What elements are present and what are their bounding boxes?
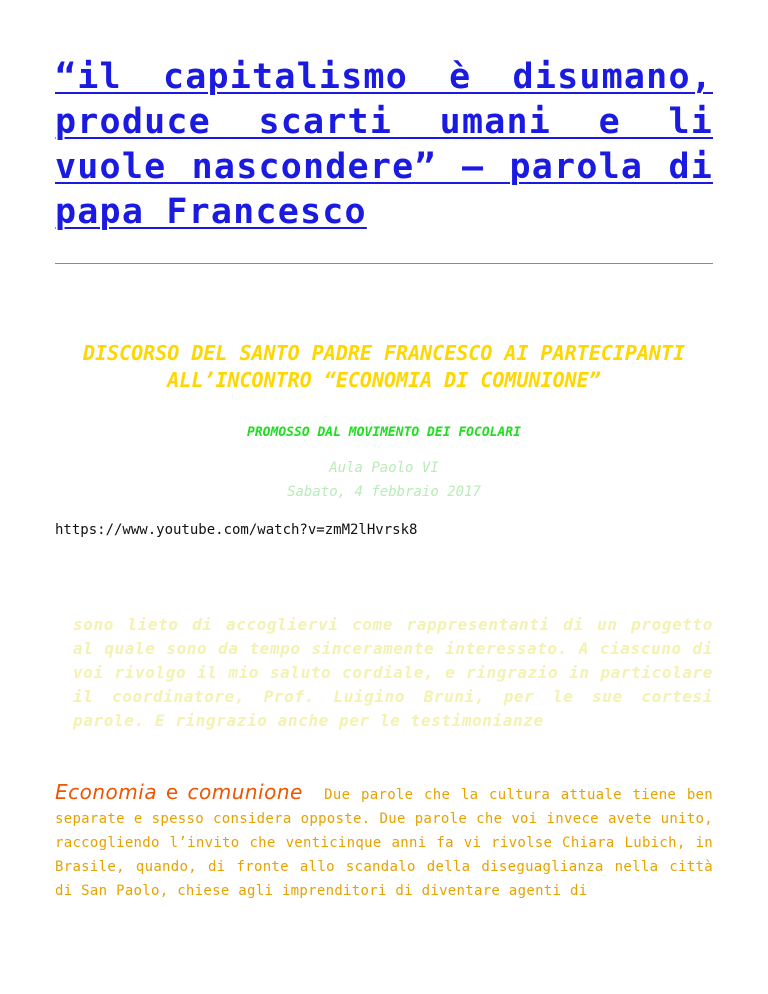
speech-venue-date [55, 456, 713, 504]
title-divider [55, 263, 713, 264]
speech-body-paragraph [55, 780, 713, 903]
speech-promoter: PROMOSSO DAL MOVIMENTO DEI FOCOLARI [247, 425, 521, 440]
speech-date: Sabato, 4 febbraio 2017 [287, 484, 481, 500]
lead-conjunction: e [165, 780, 179, 804]
body-text: Due parole che la cultura attuale tiene ben separate e spesso considera opposte. Due parole che voi invece avete unito, raccogliendo l’invito che venticinque anni fa vi rivolse Chiara Lubich, in Brasile, quando, di fronte allo scandalo della diseguaglianza nella città di San Paolo, chiese agli imprenditori di diventare agenti di [55, 787, 714, 899]
lead-phrase [55, 780, 303, 804]
speech-greeting: sono lieto di accogliervi come rappresentanti di un progetto al quale sono da tempo sinceramente interessato. A ciascuno di voi rivolgo il mio saluto cordiale, e ringrazio in particolare il coordinatore, Prof. Luigino Bruni, per le sue cortesi parole. E ringrazio anche per le testimonianze [73, 615, 713, 730]
speech-place: Aula Paolo VI [329, 460, 439, 476]
speech-heading: DISCORSO DEL SANTO PADRE FRANCESCO AI PARTECIPANTI ALL’INCONTRO “ECONOMIA DI COMUNIONE” [82, 341, 686, 392]
article-title [55, 55, 713, 235]
lead-word-economia: Economia [55, 780, 158, 804]
article-title-link[interactable]: “il capitalismo è disumano, produce scarti umani e li vuole nascondere” – parola di papa Francesco [55, 57, 713, 232]
video-url: https://www.youtube.com/watch?v=zmM2lHvrsk8 [55, 522, 418, 538]
lead-word-comunione: comunione [187, 780, 303, 804]
